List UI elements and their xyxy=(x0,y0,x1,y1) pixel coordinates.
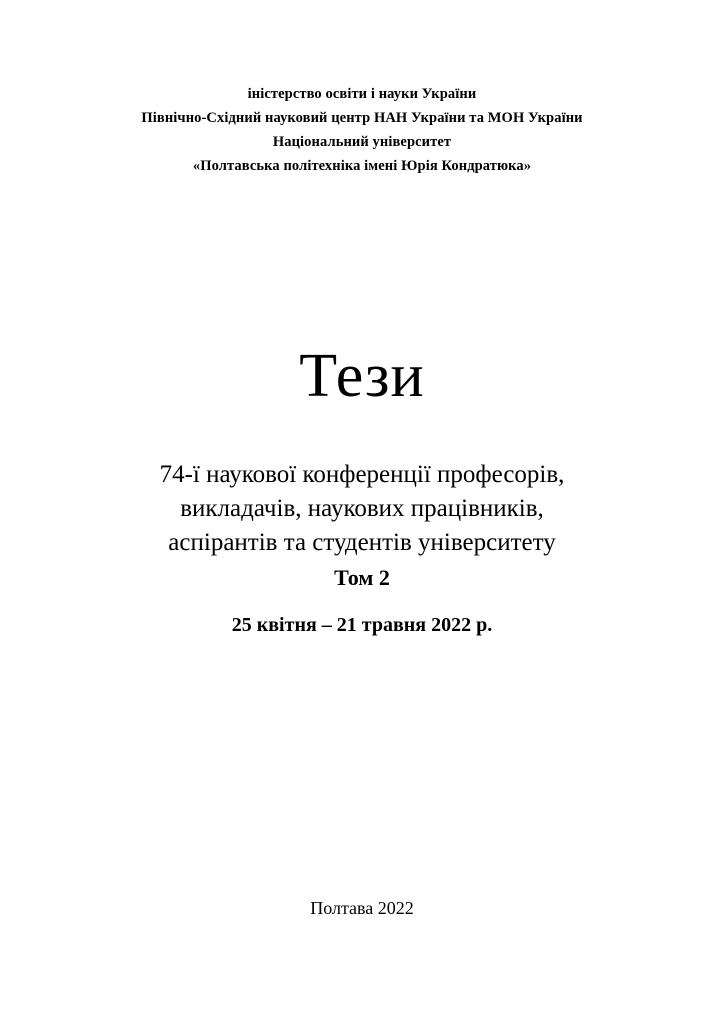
subtitle-line-3: аспірантів та студентів університету xyxy=(168,529,556,556)
imprint-line: Полтава 2022 xyxy=(310,898,414,918)
subtitle-line-1: 74-ї наукової конференції професорів, xyxy=(159,461,565,488)
institution-header xyxy=(0,82,724,178)
subtitle-line-2: викладачів, наукових працівників, xyxy=(180,495,544,522)
header-line-science-center: Північно-Східний науковий центр НАН України та МОН України xyxy=(141,110,583,126)
page-title: Тези xyxy=(299,342,425,410)
header-line-university: Національний університет xyxy=(272,134,452,150)
volume-label: Том 2 xyxy=(334,565,390,590)
conference-dates: 25 квітня – 21 травня 2022 р. xyxy=(231,614,493,636)
imprint-footer xyxy=(0,895,724,921)
conference-subtitle xyxy=(0,458,724,640)
header-line-ministry: іністерство освіти і науки України xyxy=(247,86,477,102)
header-line-university-name: «Полтавська політехніка імені Юрія Кондратюка» xyxy=(192,158,532,174)
